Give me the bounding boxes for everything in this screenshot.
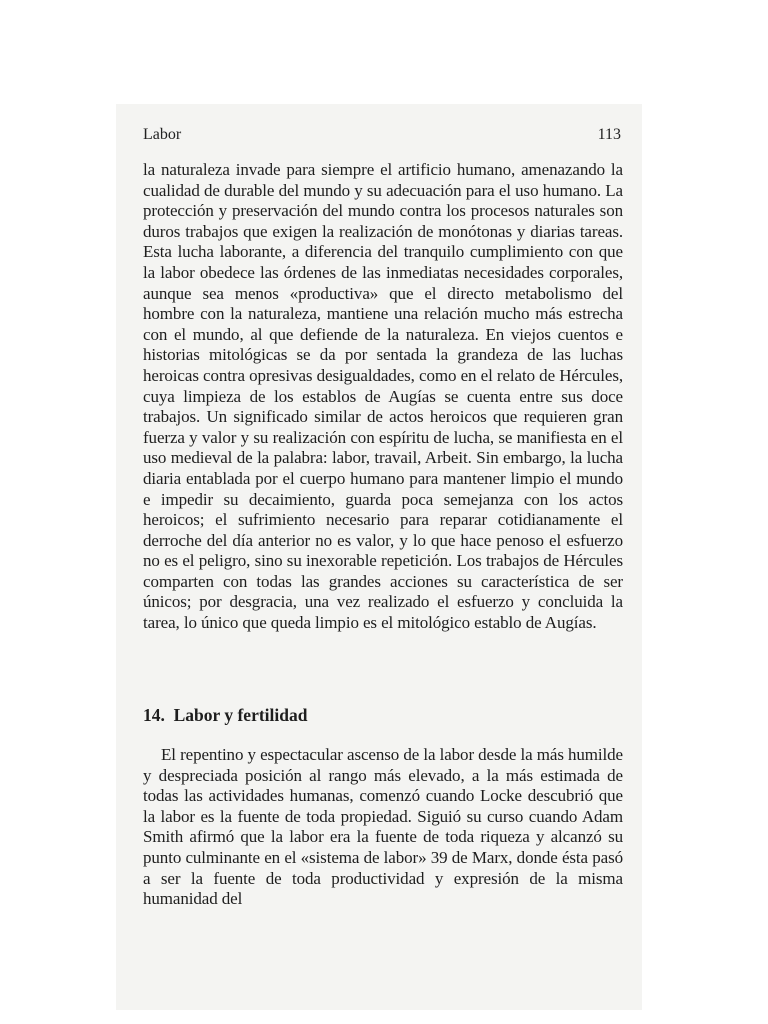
section-heading xyxy=(143,705,307,726)
running-title: Labor xyxy=(143,126,182,143)
section-number: 14. xyxy=(143,705,165,725)
body-paragraph-2: El repentino y espectacular ascenso de la labor desde la más humilde y despreciada posición al rango más elevado, a la más estimada de todas las actividades humanas, comenzó cuando Locke descubrió que la labor es la fuente de toda propiedad. Siguió su curso cuando Adam Smith afirmó que la labor era la fuente de toda riqueza y alcanzó su punto culminante en el «sistema de labor» 39 de Marx, donde ésta pasó a ser la fuente de toda productividad y expresión de la misma humanidad del xyxy=(143,745,623,909)
section-title: Labor y fertilidad xyxy=(173,705,308,725)
page-number: 113 xyxy=(597,126,621,143)
body-paragraph-1: la naturaleza invade para siempre el artificio humano, amenazando la cualidad de durable del mundo y su adecuación para el uso humano. La protección y preservación del mundo contra los procesos naturales son duros trabajos que exigen la realización de monótonas y diarias tareas. Esta lucha laborante, a diferencia del tranquilo cumplimiento con que la labor obedece las órdenes de las inmediatas necesidades corporales, aunque sea menos «productiva» que el directo metabolismo del hombre con la naturaleza, mantiene una relación mucho más estrecha con el mundo, al que defiende de la naturaleza. En viejos cuentos e historias mitológicas se da por sentada la grandeza de las luchas heroicas contra opresivas desigualdades, como en el relato de Hércules, cuya limpieza de los establos de Augías se cuenta entre sus doce trabajos. Un significado similar de actos heroicos que requieren gran fuerza y valor y su realización con espíritu de lucha, se manifiesta en el uso medieval de la palabra: labor, travail, Arbeit. Sin embargo, la lucha diaria entablada por el cuerpo humano para mantener limpio el mundo e impedir su decaimiento, guarda poca semejanza con los actos heroicos; el sufrimiento necesario para reparar cotidianamente el derroche del día anterior no es valor, y lo que hace penoso el esfuerzo no es el peligro, sino su inexorable repetición. Los trabajos de Hércules comparten con todas las grandes acciones su característica de ser únicos; por desgracia, una vez realizado el esfuerzo y concluida la tarea, lo único que queda limpio es el mitológico establo de Augías. xyxy=(143,160,623,633)
